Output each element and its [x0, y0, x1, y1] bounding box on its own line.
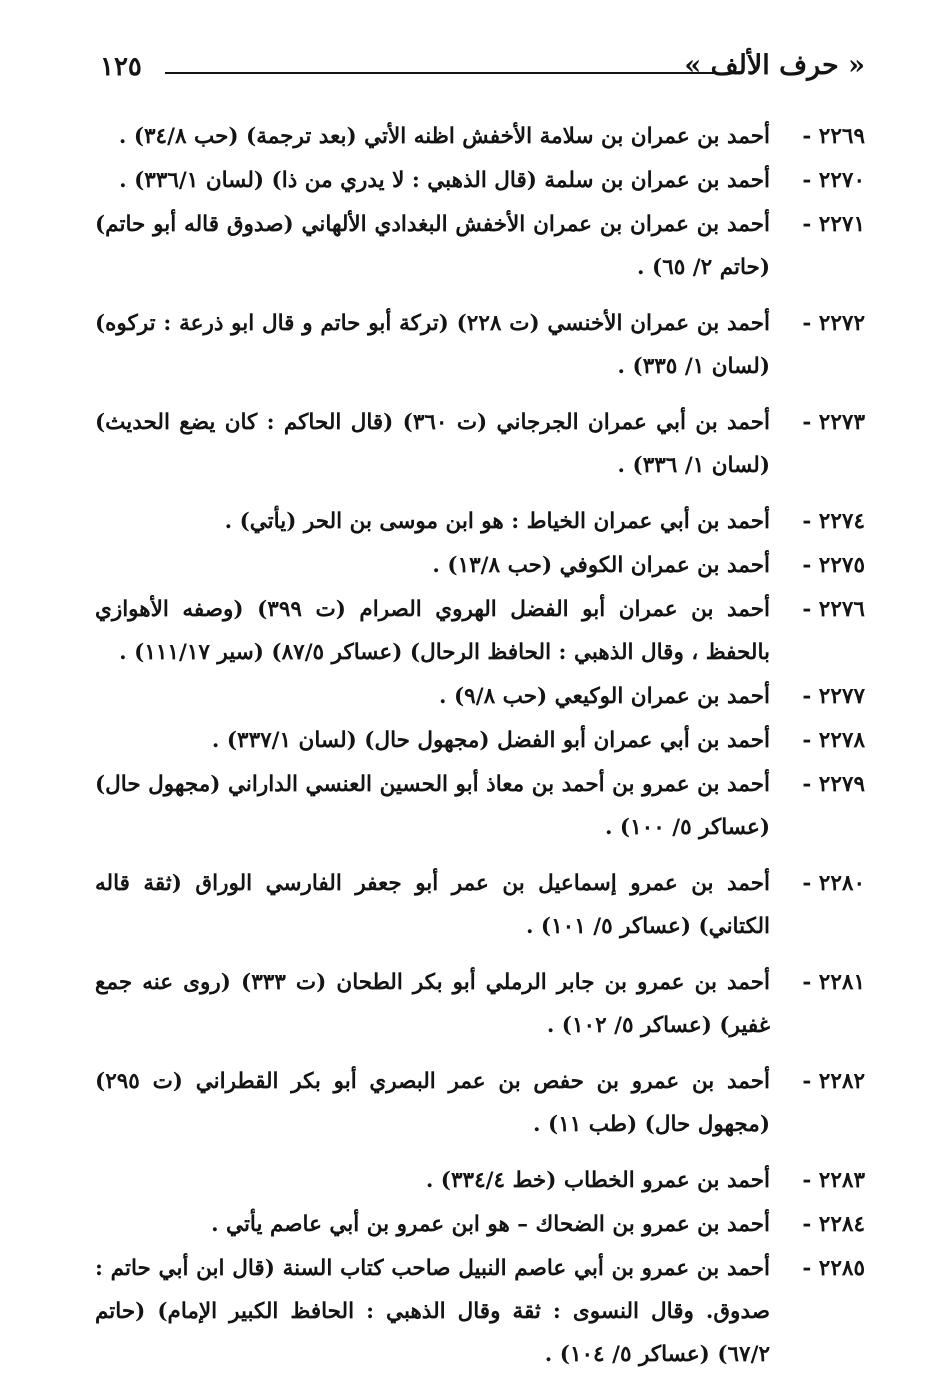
- entry: [95, 203, 865, 289]
- entry: [95, 500, 865, 543]
- entry-number: ٢٢٨٢ -: [802, 1069, 865, 1094]
- page-header: [100, 50, 865, 90]
- entry: [95, 302, 865, 388]
- entry-number: ٢٢٨٤ -: [802, 1212, 865, 1237]
- entry-number: ٢٢٧٥ -: [802, 553, 865, 578]
- entry-text: أحمد بن عمرو الخطاب (خط ٣٣٤/٤) .: [425, 1168, 770, 1193]
- entry-number: ٢٢٨١ -: [802, 970, 865, 995]
- entry-number: ٢٢٧٧ -: [802, 684, 865, 709]
- entry-text: أحمد بن عمران بن سلامة الأخفش اظنه الأتي (بعد ترجمة) (حب ٣٤/٨) .: [118, 124, 770, 149]
- entry-text: أحمد بن عمرو بن جابر الرملي أبو بكر الطحان (ت ٣٣٣) (روى عنه جمع غفير) (عساكر ٥/ ١٠٢) .: [95, 970, 770, 1038]
- entry: [95, 159, 865, 202]
- entry-text: أحمد بن عمران الأخنسي (ت ٢٢٨) (تركة أبو حاتم و قال ابو ذرعة : تركوه) (لسان ١/ ٣٣٥) .: [95, 311, 770, 379]
- entry-text: أحمد بن عمرو إسماعيل بن عمر أبو جعفر الفارسي الوراق (ثقة قاله الكتاني) (عساكر ٥/ ١٠١) .: [95, 871, 770, 939]
- entry-text: أحمد بن عمران بن عمران الأخفش البغدادي الألهاني (صدوق قاله أبو حاتم) (حاتم ٢/ ٦٥) .: [95, 212, 770, 280]
- entry: [95, 1203, 865, 1246]
- entry-text: أحمد بن عمرو بن حفص بن عمر البصري أبو بكر القطراني (ت ٢٩٥) (مجهول حال) (طب ١١) .: [95, 1069, 770, 1137]
- entry: [95, 401, 865, 487]
- entry-text: أحمد بن أبي عمران أبو الفضل (مجهول حال) (لسان ٣٣٧/١) .: [211, 728, 770, 753]
- header-divider: [165, 72, 715, 74]
- entry: [95, 115, 865, 158]
- entry-text: أحمد بن أبي عمران الخياط : هو ابن موسى بن الحر (يأتي) .: [224, 509, 770, 534]
- entry-text: أحمد بن عمرو بن أبي عاصم النبيل صاحب كتاب السنة (قال ابن أبي حاتم : صدوق. وقال النسوى : ثقة وقال الذهبي : الحافظ الكبير الإمام) (حاتم ٦٧/٢) (عساكر ٥/ ١٠٤) .: [95, 1256, 770, 1367]
- entry-number: ٢٢٧٤ -: [802, 509, 865, 534]
- entry-text: أحمد بن عمران الوكيعي (حب ٩/٨) .: [439, 684, 770, 709]
- entry-number: ٢٢٧١ -: [802, 212, 865, 237]
- entry: [95, 588, 865, 674]
- entry-number: ٢٢٧٠ -: [802, 168, 865, 193]
- entry-text: أحمد بن عمرو بن الضحاك – هو ابن عمرو بن أبي عاصم يأتي .: [211, 1212, 770, 1237]
- entry: [95, 1159, 865, 1202]
- entry-text: أحمد بن عمران الكوفي (حب ١٣/٨) .: [432, 553, 770, 578]
- entry: [95, 1247, 865, 1376]
- entry-number: ٢٢٨٣ -: [802, 1168, 865, 1193]
- entry-text: أحمد بن عمران بن سلمة (قال الذهبي : لا يدري من ذا) (لسان ٣٣٦/١) .: [119, 168, 770, 193]
- entry-number: ٢٢٧٦ -: [802, 597, 865, 622]
- entry-text: أحمد بن أبي عمران الجرجاني (ت ٣٦٠) (قال الحاكم : كان يضع الحديث) (لسان ١/ ٣٣٦) .: [95, 410, 770, 478]
- entry: [95, 544, 865, 587]
- entry-text: أحمد بن عمران أبو الفضل الهروي الصرام (ت ٣٩٩) (وصفه الأهوازي بالحفظ ، وقال الذهبي : الحافظ الرحال) (عساكر ٨٧/٥) (سير ١١١/١٧) .: [95, 597, 770, 665]
- page-number: ١٢٥: [100, 52, 142, 82]
- entry: [95, 961, 865, 1047]
- entry: [95, 1060, 865, 1146]
- entry: [95, 862, 865, 948]
- entry-number: ٢٢٧٣ -: [802, 410, 865, 435]
- chapter-title: « حرف الألف »: [684, 50, 865, 81]
- entry-number: ٢٢٧٩ -: [802, 772, 865, 797]
- entry-number: ٢٢٧٢ -: [802, 311, 865, 336]
- entries-list: [95, 115, 865, 1389]
- entry: [95, 675, 865, 718]
- entry-number: ٢٢٦٩ -: [802, 124, 865, 149]
- entry: [95, 719, 865, 762]
- entry: [95, 763, 865, 849]
- entry-number: ٢٢٧٨ -: [802, 728, 865, 753]
- entry-text: أحمد بن عمرو بن أحمد بن معاذ أبو الحسين العنسي الداراني (مجهول حال) (عساكر ٥/ ١٠٠) .: [95, 772, 770, 840]
- entry-number: ٢٢٨٠ -: [802, 871, 865, 896]
- entry-number: ٢٢٨٥ -: [802, 1256, 865, 1281]
